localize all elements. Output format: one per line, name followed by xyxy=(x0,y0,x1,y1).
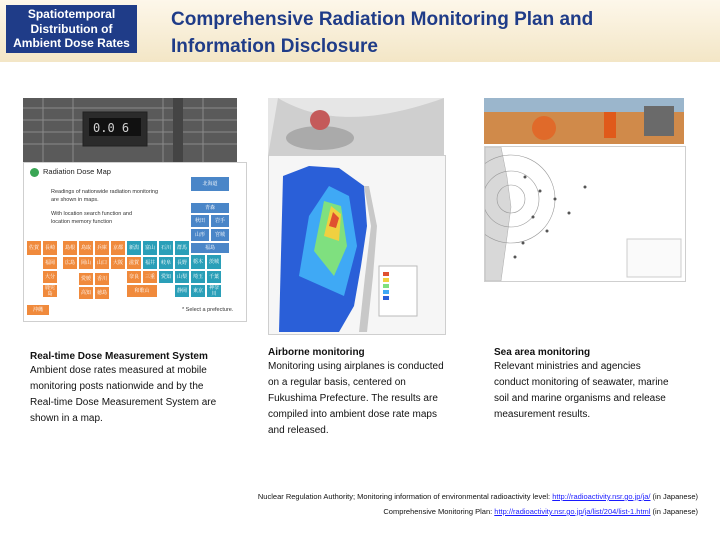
prefecture-tile[interactable]: 青森 xyxy=(191,203,229,213)
prefecture-tile[interactable]: 和歌山 xyxy=(127,285,157,297)
title-line: Information Disclosure xyxy=(171,36,378,57)
prefecture-tile[interactable]: 宮城 xyxy=(211,229,229,241)
prefecture-tile[interactable]: 山形 xyxy=(191,229,209,241)
prefecture-tile[interactable]: 北海道 xyxy=(191,177,229,191)
prefecture-tile[interactable]: 奈良 xyxy=(127,271,141,283)
prefecture-tile[interactable]: 岩手 xyxy=(211,215,229,227)
footer-source-plan xyxy=(383,507,698,516)
prefecture-tile[interactable]: 福島 xyxy=(191,243,229,253)
prefecture-tile[interactable]: 島根 xyxy=(63,241,77,255)
radiation-dose-map-panel[interactable] xyxy=(23,162,247,322)
prefecture-tile[interactable]: 愛媛 xyxy=(79,273,93,285)
aircraft-sensor-illustration xyxy=(268,98,444,156)
prefecture-tile[interactable]: 福井 xyxy=(143,257,157,269)
title-line: Comprehensive Radiation Monitoring Plan and xyxy=(171,9,594,30)
sea-area-monitoring-map xyxy=(484,146,686,282)
desc-line: location memory function xyxy=(51,219,113,225)
prefecture-tile[interactable]: 千葉 xyxy=(207,271,221,283)
section-badge xyxy=(6,5,137,53)
airborne-monitoring-photo xyxy=(268,98,444,156)
map-bullet-icon xyxy=(30,168,39,177)
svg-text:0.0 6: 0.0 6 xyxy=(93,121,130,135)
body-line: measurement results. xyxy=(494,409,591,420)
page-title xyxy=(171,6,711,60)
prefecture-tile[interactable]: 新潟 xyxy=(127,241,141,255)
prefecture-tile[interactable]: 長崎 xyxy=(43,241,57,255)
prefecture-tile[interactable]: 香川 xyxy=(95,273,109,285)
monitoring-post-illustration xyxy=(23,98,237,164)
prefecture-tile[interactable]: 群馬 xyxy=(175,241,189,255)
airborne-monitoring-title: Airborne monitoring xyxy=(268,347,365,358)
prefecture-tile[interactable]: 東京 xyxy=(191,285,205,297)
sea-area-monitoring-description xyxy=(494,359,669,423)
body-line: Relevant ministries and agencies xyxy=(494,361,641,372)
airborne-map-illustration xyxy=(269,156,445,334)
prefecture-tile[interactable]: 栃木 xyxy=(191,255,205,269)
body-line: and released. xyxy=(268,425,329,436)
body-line: Real-time Dose Measurement System are xyxy=(30,397,217,408)
desc-line: With location search function and xyxy=(51,211,133,217)
prefecture-tile[interactable]: 高知 xyxy=(79,287,93,299)
sea-map-illustration xyxy=(485,147,685,281)
prefecture-tile[interactable]: 富山 xyxy=(143,241,157,255)
prefecture-tile[interactable]: 京都 xyxy=(111,241,125,255)
realtime-system-description xyxy=(30,363,216,427)
prefecture-tile[interactable]: 長野 xyxy=(175,257,189,269)
prefecture-tile[interactable]: 埼玉 xyxy=(191,271,205,283)
prefecture-tile[interactable]: 徳島 xyxy=(95,287,109,299)
prefecture-tile[interactable]: 岡山 xyxy=(79,257,93,269)
body-line: Fukushima Prefecture. The results are xyxy=(268,393,438,404)
body-line: compiled into ambient dose rate maps xyxy=(268,409,437,420)
footer-source-nra xyxy=(258,492,698,501)
prefecture-tile[interactable]: 大阪 xyxy=(111,257,125,269)
dose-map-heading: Radiation Dose Map xyxy=(43,167,111,176)
body-line: Ambient dose rates measured at mobile xyxy=(30,365,207,376)
prefecture-tile[interactable]: 神奈川 xyxy=(208,285,219,297)
airborne-monitoring-description xyxy=(268,359,444,439)
footer-text: (in Japanese) xyxy=(650,507,698,516)
prefecture-tile[interactable]: 大分 xyxy=(43,271,57,283)
prefecture-tile[interactable]: 三重 xyxy=(143,271,157,283)
prefecture-tile[interactable]: 岐阜 xyxy=(159,257,173,269)
desc-line: Readings of nationwide radiation monitoring xyxy=(51,189,159,195)
dose-map-function-note xyxy=(51,210,132,226)
airborne-dose-rate-map xyxy=(268,155,446,335)
body-line: on a regular basis, centered on xyxy=(268,377,406,388)
monitoring-plan-link[interactable]: http://radioactivity.nsr.go.jp/ja/list/204/list-1.html xyxy=(494,507,651,516)
prefecture-tile[interactable]: 佐賀 xyxy=(27,241,41,255)
sea-area-monitoring-title: Sea area monitoring xyxy=(494,347,591,358)
prefecture-tile[interactable]: 愛知 xyxy=(159,271,173,283)
body-line: shown in a map. xyxy=(30,413,103,424)
footer-text: Nuclear Regulation Authority; Monitoring information of environmental radioactivity level: xyxy=(257,492,553,501)
prefecture-tile[interactable]: 沖縄 xyxy=(27,305,49,315)
dose-map-description xyxy=(51,188,158,204)
badge-line: Distribution of xyxy=(30,21,113,36)
body-line: soil and marine organisms and release xyxy=(494,393,666,404)
badge-line: Ambient Dose Rates xyxy=(13,36,130,51)
ship-deck-illustration xyxy=(484,98,684,144)
prefecture-tile[interactable]: 石川 xyxy=(159,241,173,255)
prefecture-tile[interactable]: 広島 xyxy=(63,257,77,269)
prefecture-tile[interactable]: 山梨 xyxy=(175,271,189,283)
prefecture-tile[interactable]: 兵庫 xyxy=(95,241,109,255)
prefecture-tile[interactable]: 秋田 xyxy=(191,215,209,227)
prefecture-tile[interactable]: 鹿児島 xyxy=(44,285,55,297)
realtime-system-title: Real-time Dose Measurement System xyxy=(30,351,208,362)
sea-monitoring-photo xyxy=(484,98,684,144)
prefecture-tile[interactable]: 茨城 xyxy=(207,255,221,269)
body-line: monitoring posts nationwide and by the xyxy=(30,381,204,392)
prefecture-tile[interactable]: 滋賀 xyxy=(127,257,141,269)
prefecture-tile[interactable]: 鳥取 xyxy=(79,241,93,255)
select-prefecture-note: * Select a prefecture. xyxy=(182,307,234,313)
nra-monitoring-link[interactable]: http://radioactivity.nsr.go.jp/ja/ xyxy=(552,492,651,501)
footer-text: Comprehensive Monitoring Plan: xyxy=(383,507,495,516)
footer-text: (in Japanese) xyxy=(650,492,698,501)
desc-line: are shown in maps. xyxy=(51,197,99,203)
body-line: Monitoring using airplanes is conducted xyxy=(268,361,444,372)
monitoring-post-photo xyxy=(23,98,237,164)
prefecture-tile[interactable]: 山口 xyxy=(95,257,109,269)
prefecture-tile[interactable]: 静岡 xyxy=(175,285,189,297)
badge-line: Spatiotemporal xyxy=(27,7,116,22)
body-line: conduct monitoring of seawater, marine xyxy=(494,377,669,388)
prefecture-tile[interactable]: 福岡 xyxy=(43,257,57,269)
